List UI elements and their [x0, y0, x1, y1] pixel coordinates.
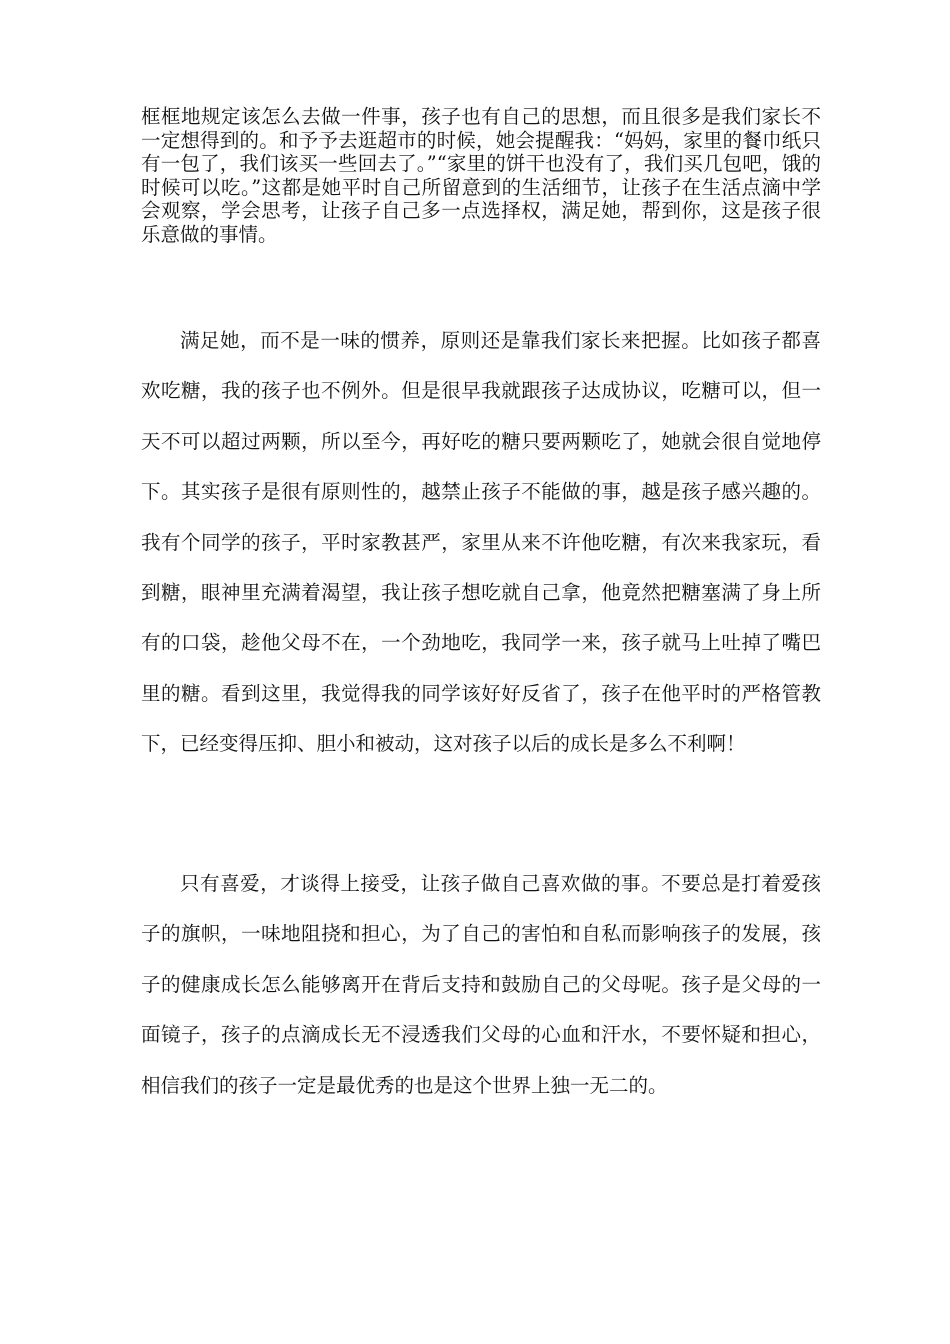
paragraph-candy-story: 满足她，而不是一味的惯养，原则还是靠我们家长来把握。比如孩子都喜欢吃糖，我的孩子也不例外。但是很早我就跟孩子达成协议，吃糖可以，但一天不可以超过两颗，所以至今，再好吃的糖只要两颗吃了，她就会很自觉地停下。其实孩子是很有原则性的，越禁止孩子不能做的事，越是孩子感兴趣的。我有个同学的孩子，平时家教甚严，家里从来不许他吃糖，有次来我家玩，看到糖，眼神里充满着渴望，我让孩子想吃就自己拿，他竟然把糖塞满了身上所有的口袋，趁他父母不在，一个劲地吃，我同学一来，孩子就马上吐掉了嘴巴里的糖。看到这里，我觉得我的同学该好好反省了，孩子在他平时的严格管教下，已经变得压抑、胆小和被动，这对孩子以后的成长是多么不利啊！ — [141, 329, 821, 756]
paragraph-conclusion: 只有喜爱，才谈得上接受，让孩子做自己喜欢做的事。不要总是打着爱孩子的旗帜，一味地阻挠和担心，为了自己的害怕和自私而影响孩子的发展，孩子的健康成长怎么能够离开在背后支持和鼓励自己的父母呢。孩子是父母的一面镜子，孩子的点滴成长无不浸透我们父母的心血和汗水，不要怀疑和担心，相信我们的孩子一定是最优秀的也是这个世界上独一无二的。 — [141, 872, 821, 1097]
paragraph-continuation: 框框地规定该怎么去做一件事，孩子也有自己的思想，而且很多是我们家长不一定想得到的。和予予去逛超市的时候，她会提醒我：“妈妈，家里的餐巾纸只有一包了，我们该买一些回去了。”“家里的饼干也没有了，我们买几包吧，饿的时候可以吃。”这都是她平时自己所留意到的生活细节，让孩子在生活点滴中学会观察，学会思考，让孩子自己多一点选择权，满足她，帮到你，这是孩子很乐意做的事情。 — [141, 105, 821, 246]
